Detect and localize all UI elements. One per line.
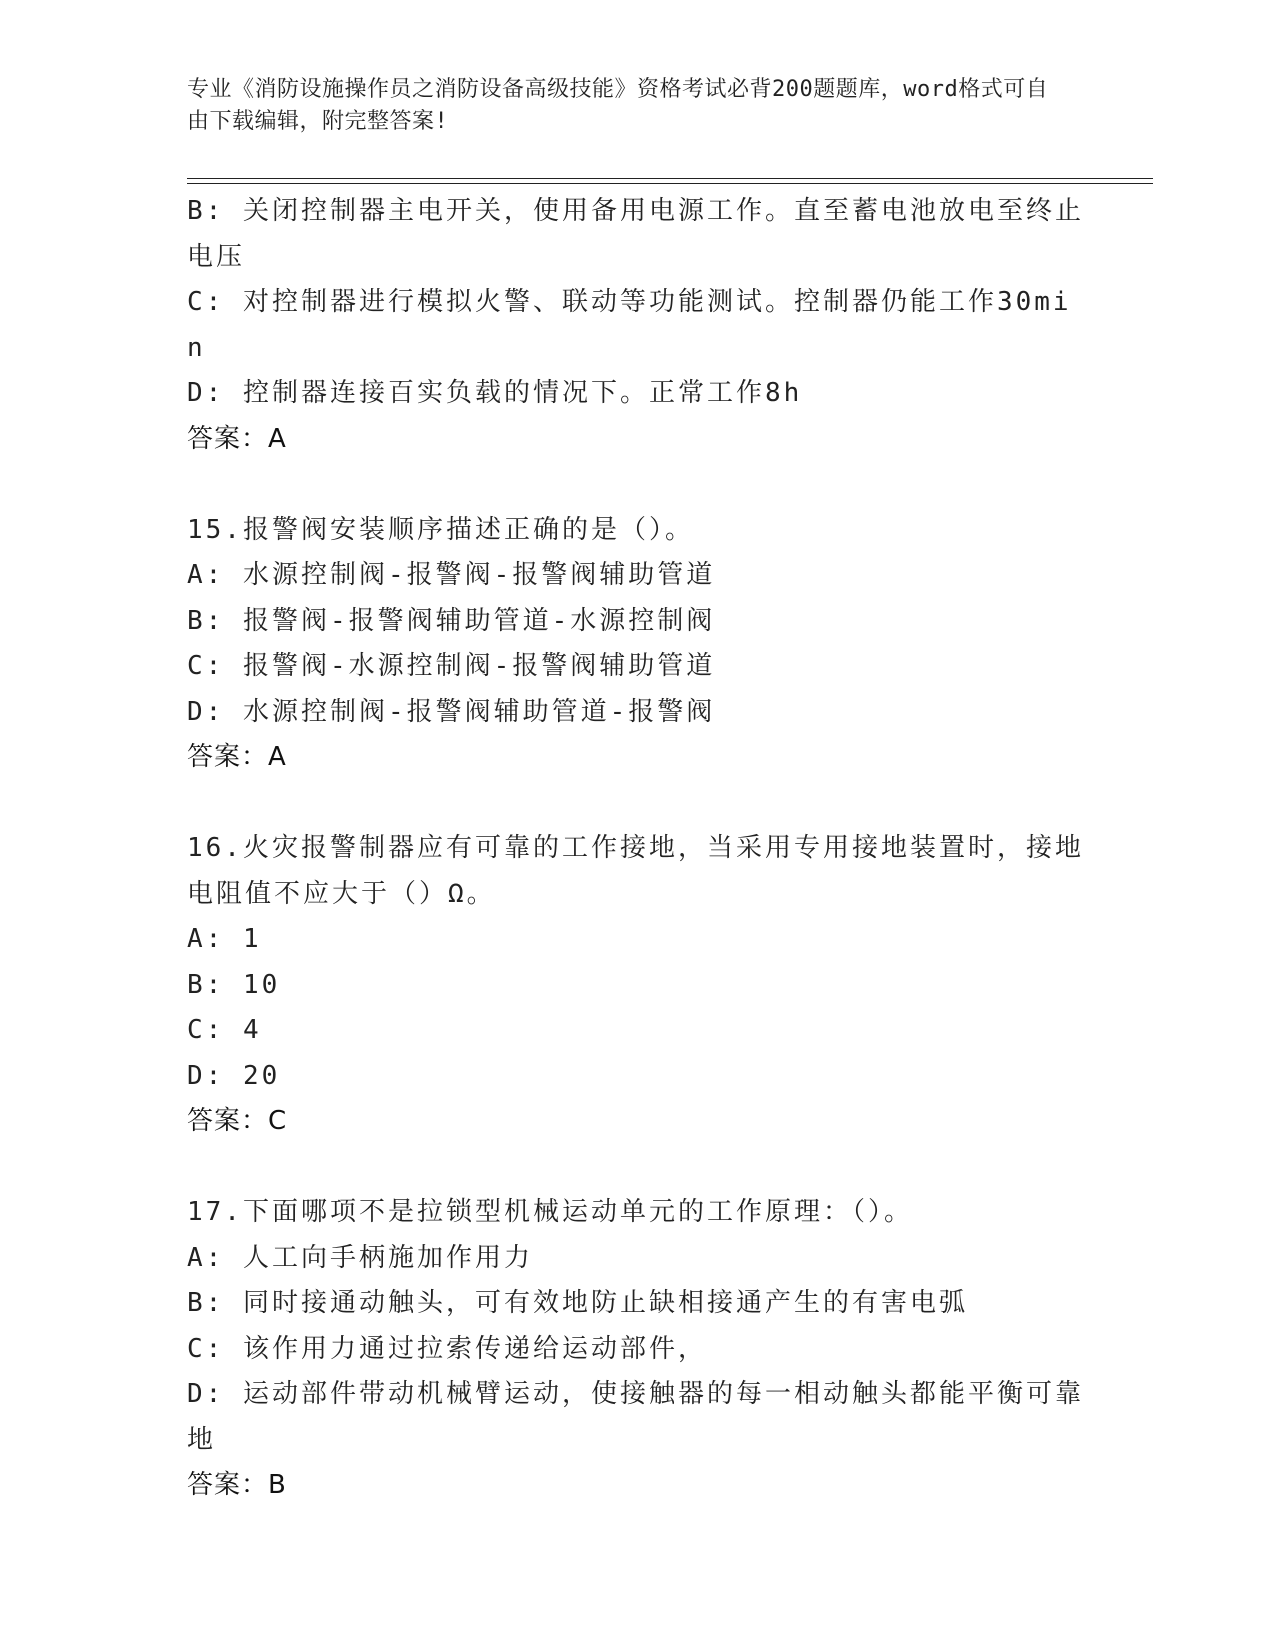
- header-divider-bottom: [187, 183, 1153, 184]
- question-content: [187, 189, 1087, 1509]
- header-divider-top: [187, 178, 1153, 179]
- answer: 答案：B: [187, 1470, 287, 1500]
- question-stem: 16.火灾报警制器应有可靠的工作接地，当采用专用接地装置时，接地电阻值不应大于（）Ω。: [187, 833, 1084, 909]
- option-c: C: 该作用力通过拉索传递给运动部件，: [187, 1333, 707, 1364]
- question-15: [187, 508, 1087, 781]
- question-stem: 15.报警阀安装顺序描述正确的是（）。: [187, 514, 694, 545]
- option-a: A: 1: [187, 924, 262, 954]
- option-b: B: 报警阀-报警阀辅助管道-水源控制阀: [187, 605, 716, 636]
- option-a: A: 水源控制阀-报警阀-报警阀辅助管道: [187, 560, 716, 590]
- document-header: 专业《消防设施操作员之消防设备高级技能》资格考试必背200题题库，word格式可自由下载编辑，附完整答案!: [187, 77, 1049, 134]
- spacer: [187, 781, 1087, 827]
- answer: 答案：C: [187, 1106, 288, 1136]
- option-d: D: 20: [187, 1060, 281, 1091]
- spacer: [187, 462, 1087, 508]
- option-d: D: 控制器连接百实负载的情况下。正常工作8h: [187, 378, 803, 408]
- answer: 答案：A: [187, 423, 287, 454]
- question-stem: 17.下面哪项不是拉锁型机械运动单元的工作原理：（）。: [187, 1197, 913, 1227]
- option-c: C: 报警阀-水源控制阀-报警阀辅助管道: [187, 651, 716, 681]
- option-d: D: 运动部件带动机械臂运动，使接触器的每一相动触头都能平衡可靠地: [187, 1379, 1084, 1455]
- option-c: C: 4: [187, 1015, 262, 1045]
- option-d: D: 水源控制阀-报警阀辅助管道-报警阀: [187, 696, 716, 727]
- question-17: [187, 1190, 1087, 1509]
- question-16: [187, 826, 1087, 1145]
- option-a: A: 人工向手柄施加作用力: [187, 1242, 533, 1273]
- option-c: C: 对控制器进行模拟火警、联动等功能测试。控制器仍能工作30min: [187, 287, 1072, 363]
- option-b: B: 10: [187, 969, 281, 1000]
- option-b: B: 关闭控制器主电开关，使用备用电源工作。直至蓄电池放电至终止电压: [187, 196, 1084, 272]
- answer: 答案：A: [187, 742, 287, 772]
- option-b: B: 同时接通动触头，可有效地防止缺相接通产生的有害电弧: [187, 1288, 968, 1318]
- prev-question: [187, 189, 1087, 462]
- spacer: [187, 1145, 1087, 1191]
